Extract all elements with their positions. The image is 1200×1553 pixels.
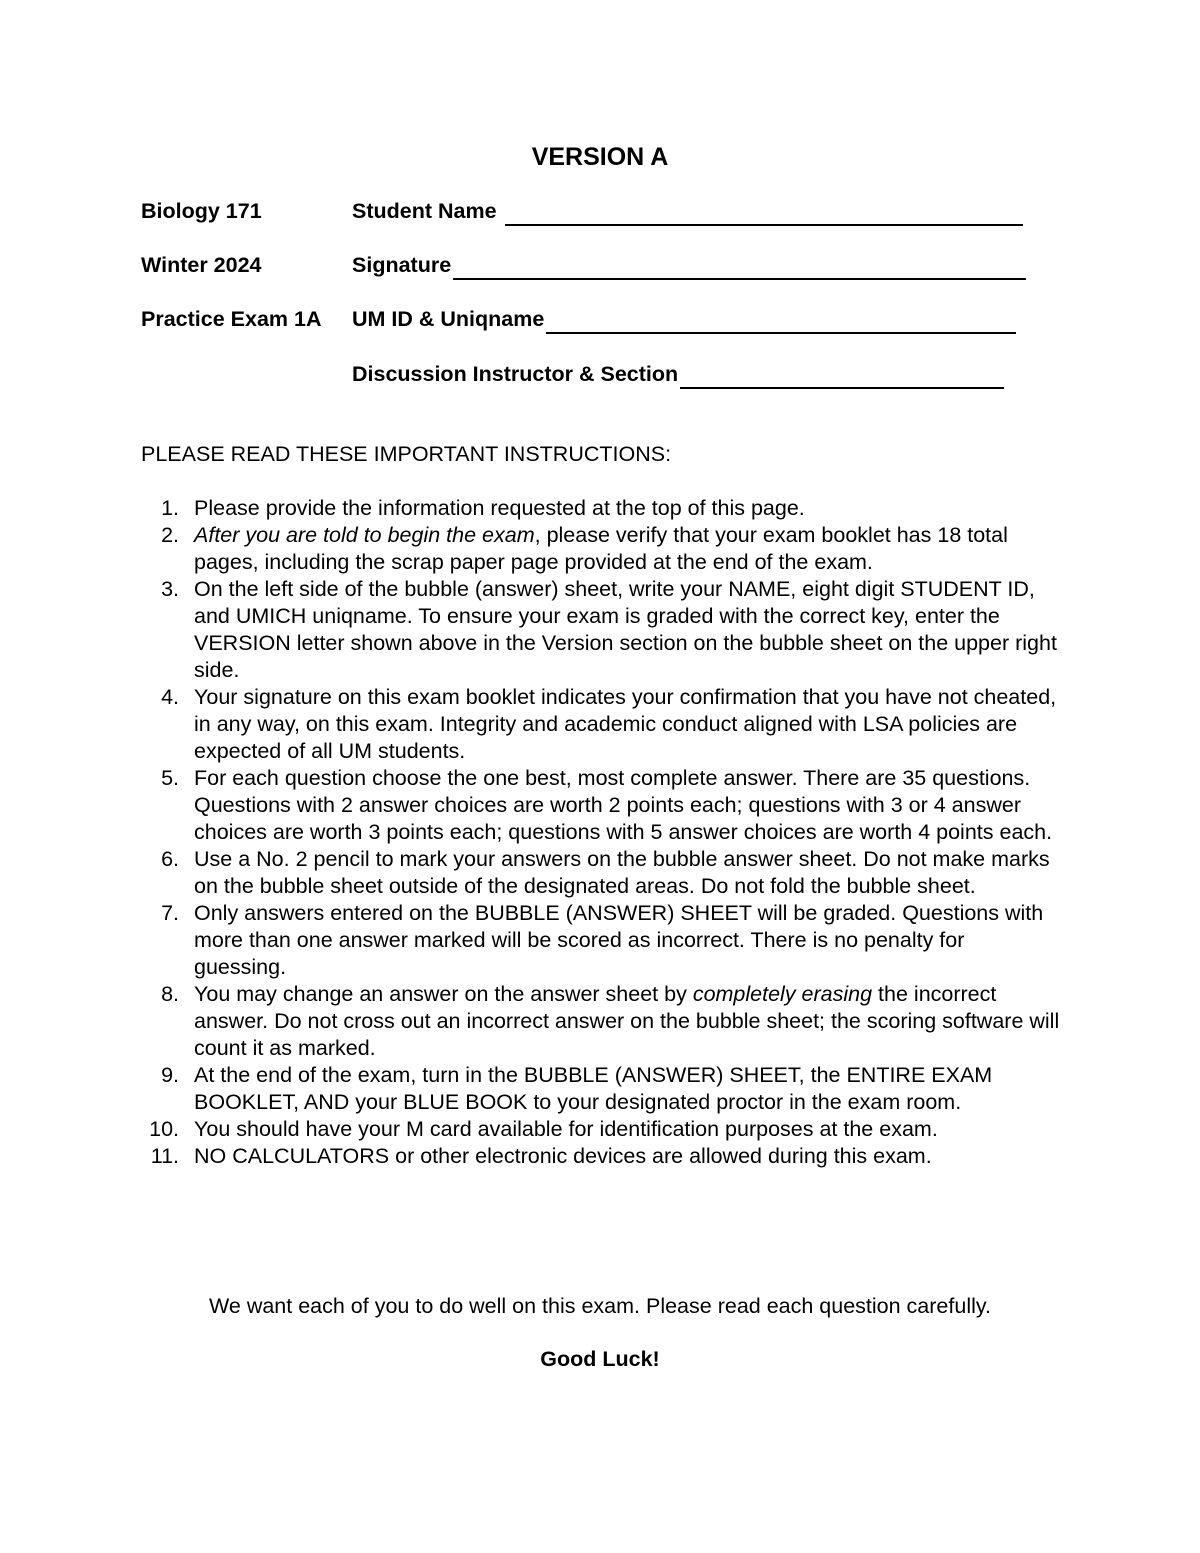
- instruction-text: , please verify that your exam booklet has 18 total pages, including the scrap paper page provided at the end of the exam.: [194, 523, 1008, 574]
- instruction-emphasis: After you are told to begin the exam: [194, 523, 535, 547]
- signature-field[interactable]: [453, 256, 1026, 280]
- instruction-number: 8.: [161, 982, 179, 1006]
- instructions-list: [141, 495, 1061, 1170]
- instruction-item: [141, 1062, 1061, 1116]
- info-row-signature: [141, 250, 1041, 280]
- instruction-emphasis: completely erasing: [692, 982, 873, 1006]
- term-label: Winter 2024: [141, 253, 262, 277]
- instruction-number: 4.: [161, 685, 179, 709]
- discussion-field-group: [352, 359, 1004, 389]
- instruction-item: [141, 900, 1061, 981]
- umid-field-group: [352, 304, 1016, 334]
- student-name-label: Student Name: [352, 199, 497, 223]
- info-row-student-name: [141, 196, 1041, 226]
- umid-field[interactable]: [546, 310, 1016, 334]
- info-row-umid: [141, 304, 1041, 334]
- signature-field-group: [352, 250, 1026, 280]
- instruction-item: [141, 576, 1061, 684]
- version-title: VERSION A: [531, 143, 669, 171]
- umid-label: UM ID & Uniqname: [352, 307, 545, 331]
- instruction-text: On the left side of the bubble (answer) sheet, write your NAME, eight digit STUDENT ID, and UMICH uniqname. To ensure your exam is graded with the correct key, enter the VERSION letter shown above in the Version section on the bubble sheet on the upper right side.: [194, 577, 1057, 682]
- discussion-field[interactable]: [680, 365, 1004, 389]
- instruction-number: 5.: [161, 766, 179, 790]
- instruction-number: 11.: [150, 1144, 179, 1168]
- instruction-item: [141, 522, 1061, 576]
- instruction-item: [141, 1143, 1061, 1170]
- info-row-discussion: [141, 359, 1041, 389]
- student-name-field[interactable]: [505, 202, 1023, 226]
- instruction-text: the incorrect answer. Do not cross out an incorrect answer on the bubble sheet; the scoring software will count it as marked.: [194, 982, 1060, 1060]
- signature-label: Signature: [352, 253, 452, 277]
- instruction-number: 2.: [161, 523, 179, 547]
- closing-message: We want each of you to do well on this exam. Please read each question carefully.: [208, 1294, 991, 1318]
- instruction-text: Your signature on this exam booklet indicates your confirmation that you have not cheated, in any way, on this exam. Integrity and academic conduct aligned with LSA policies are expected of all UM students.: [194, 685, 1057, 763]
- course-label: Biology 171: [141, 199, 262, 223]
- instruction-text: Please provide the information requested at the top of this page.: [194, 496, 805, 520]
- instructions-heading: PLEASE READ THESE IMPORTANT INSTRUCTIONS:: [141, 442, 672, 466]
- instruction-item: [141, 846, 1061, 900]
- instruction-text: NO CALCULATORS or other electronic devices are allowed during this exam.: [194, 1144, 932, 1168]
- instruction-item: [141, 1116, 1061, 1143]
- instruction-item: [141, 765, 1061, 846]
- instruction-text: For each question choose the one best, most complete answer. There are 35 questions. Questions with 2 answer choices are worth 2 points each; questions with 3 or 4 answer choices are worth 3 points each; questions with 5 answer choices are worth 4 points each.: [194, 766, 1053, 844]
- instruction-item: [141, 684, 1061, 765]
- instruction-text: Only answers entered on the BUBBLE (ANSWER) SHEET will be graded. Questions with more than one answer marked will be scored as incorrect. There is no penalty for guessing.: [194, 901, 1044, 979]
- instruction-number: 6.: [161, 847, 179, 871]
- instruction-text: You should have your M card available for identification purposes at the exam.: [194, 1117, 938, 1141]
- instruction-item: [141, 981, 1061, 1062]
- instruction-text: Use a No. 2 pencil to mark your answers on the bubble answer sheet. Do not make marks on the bubble sheet outside of the designated areas. Do not fold the bubble sheet.: [194, 847, 1050, 898]
- instruction-item: [141, 495, 1061, 522]
- exam-label: Practice Exam 1A: [141, 307, 322, 331]
- instruction-text: At the end of the exam, turn in the BUBBLE (ANSWER) SHEET, the ENTIRE EXAM BOOKLET, AND your BLUE BOOK to your designated proctor in the exam room.: [194, 1063, 993, 1114]
- student-name-field-group: [352, 196, 1023, 226]
- good-luck: Good Luck!: [540, 1347, 660, 1371]
- instruction-number: 10.: [149, 1117, 179, 1141]
- instruction-number: 7.: [161, 901, 179, 925]
- discussion-label: Discussion Instructor & Section: [352, 362, 679, 386]
- instruction-text-before: You may change an answer on the answer sheet by: [194, 982, 693, 1006]
- instruction-number: 3.: [161, 577, 179, 601]
- instruction-number: 1.: [161, 496, 179, 520]
- instruction-number: 9.: [161, 1063, 179, 1087]
